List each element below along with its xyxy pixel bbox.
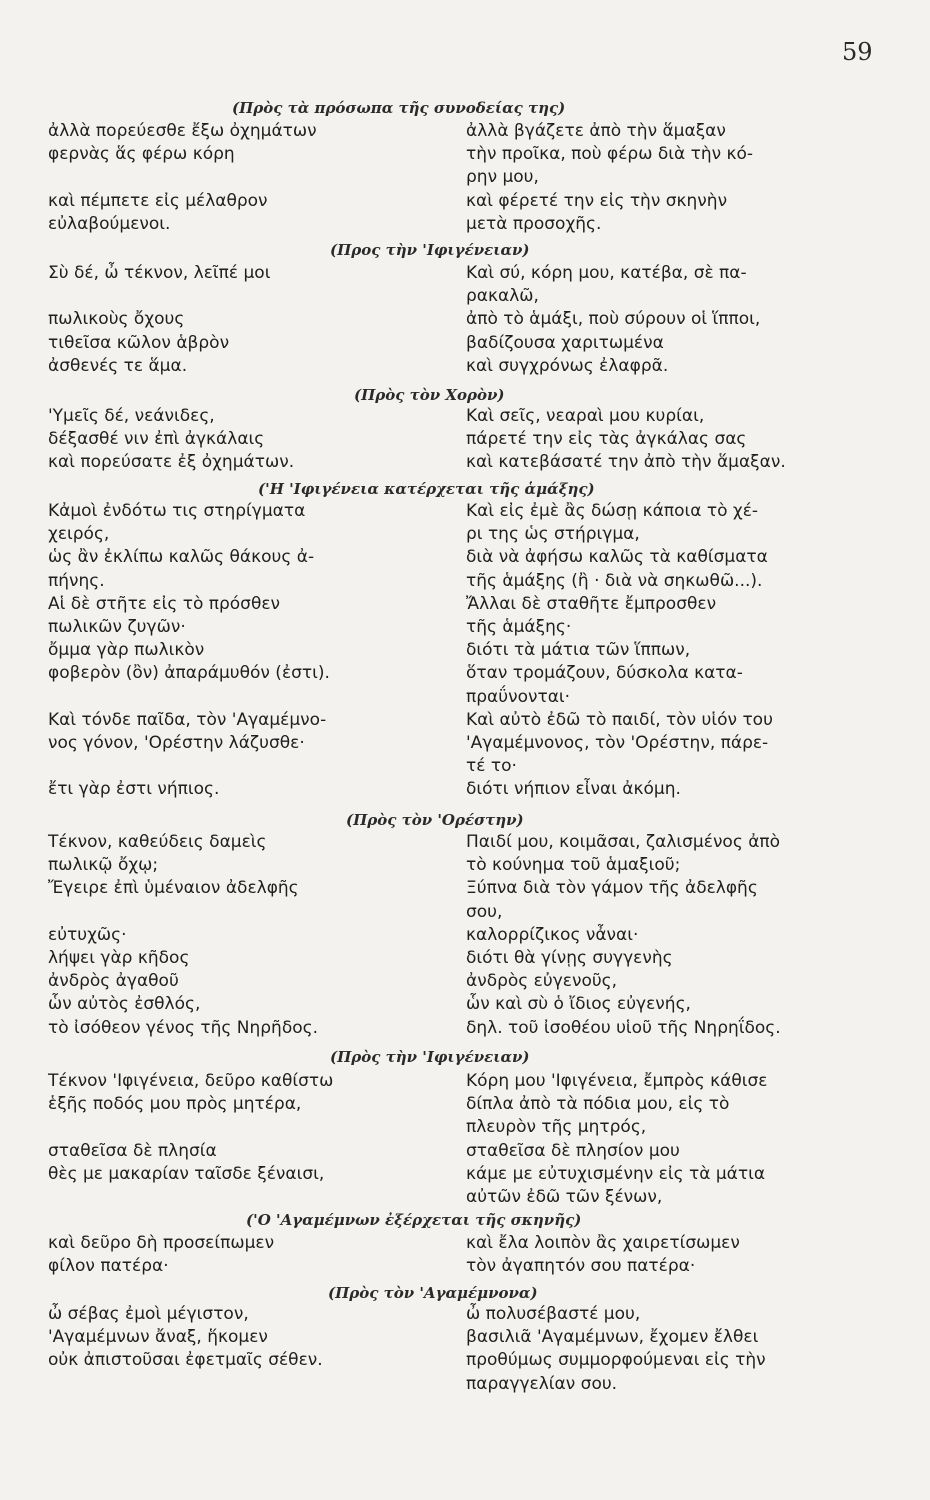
line: Τέκνον, καθεύδεις δαμεὶς	[48, 832, 267, 852]
line: εὐτυχῶς·	[48, 924, 127, 945]
line: φίλον πατέρα·	[48, 1256, 169, 1277]
stage-direction: ('Η 'Ιφιγένεια κατέρχεται τῆς ἁμάξης)	[258, 480, 595, 498]
stage-direction: (Πρὸς τὰ πρόσωπα τῆς συνοδείας της)	[232, 99, 566, 117]
line: ὦ πολυσέβαστέ μου,	[466, 1304, 641, 1324]
line: ὧν καὶ σὺ ὁ ἴδιος εὐγενής,	[466, 994, 691, 1015]
line: Καὶ εἰς ἐμὲ ἂς δώσῃ κάποια τὸ χέ-	[466, 501, 759, 521]
line: σου,	[466, 901, 503, 922]
line: ρακαλῶ,	[466, 286, 539, 307]
line: ρην μου,	[466, 167, 539, 188]
line: χειρός,	[48, 524, 110, 545]
stage-direction: (Πρὸς τὸν Χορὸν)	[354, 386, 505, 404]
line: πλευρὸν τῆς μητρός,	[466, 1117, 647, 1138]
line: ἀσθενές τε ἅμα.	[48, 355, 188, 376]
modern-translation	[466, 1232, 886, 1278]
line: καὶ πορεύσατε ἐξ ὀχημάτων.	[48, 452, 295, 473]
greek-original	[48, 262, 448, 378]
line: Καὶ αὐτὸ ἐδῶ τὸ παιδί, τὸν υἱόν του	[466, 709, 773, 730]
greek-original	[48, 1070, 448, 1186]
line: καὶ δεῦρο δὴ προσείπωμεν	[48, 1233, 275, 1253]
line: Καὶ σύ, κόρη μου, κατέβα, σὲ πα-	[466, 263, 747, 283]
line: τὸ ἰσόθεον γένος τῆς Νηρῆδος.	[48, 1017, 319, 1038]
line: βασιλιᾶ 'Αγαμέμνων, ἔχομεν ἔλθει	[466, 1327, 759, 1348]
line: τὸν ἀγαπητόν σου πατέρα·	[466, 1256, 696, 1277]
line: καὶ φέρετέ την εἰς τὴν σκηνὴν	[466, 190, 728, 211]
greek-original	[48, 1303, 448, 1373]
line: εὐλαβούμενοι.	[48, 213, 171, 234]
line: Ἄλλαι δὲ σταθῆτε ἔμπροσθεν	[466, 593, 717, 614]
line: Καὶ τόνδε παῖδα, τὸν 'Αγαμέμνο-	[48, 709, 327, 730]
line: πάρετέ την εἰς τὰς ἀγκάλας σας	[466, 429, 747, 450]
line	[48, 755, 448, 778]
greek-original	[48, 405, 448, 475]
line: τέ το·	[466, 756, 517, 777]
line: κάμε με εὐτυχισμένην εἰς τὰ μάτια	[466, 1163, 766, 1184]
line: Παιδί μου, κοιμᾶσαι, ζαλισμένος ἀπὸ	[466, 832, 781, 852]
line: Τέκνον 'Ιφιγένεια, δεῦρο καθίστω	[48, 1071, 334, 1091]
line: διότι νήπιον εἶναι ἀκόμη.	[466, 779, 681, 800]
line: τιθεῖσα κῶλον ἁβρὸν	[48, 332, 230, 353]
modern-translation	[466, 262, 886, 378]
line: πραΰνονται·	[466, 686, 571, 707]
line: νος γόνον, 'Ορέστην λάζυσθε·	[48, 733, 305, 754]
line: σταθεῖσα δὲ πλησία	[48, 1140, 217, 1161]
line: τῆς ἁμάξης (ἢ · διὰ νὰ σηκωθῶ...).	[466, 570, 763, 591]
line: καὶ συγχρόνως ἐλαφρᾶ.	[466, 355, 669, 376]
line: δίπλα ἀπὸ τὰ πόδια μου, εἰς τὸ	[466, 1094, 730, 1115]
line: διότι τὰ μάτια τῶν ἵππων,	[466, 640, 691, 661]
line: καὶ πέμπετε εἰς μέλαθρον	[48, 190, 268, 211]
stage-direction: ('Ο 'Αγαμέμνων ἐξέρχεται τῆς σκηνῆς)	[246, 1211, 582, 1229]
line: Ξύπνα διὰ τὸν γάμον τῆς ἀδελφῆς	[466, 878, 758, 899]
line: τὴν προῖκα, ποὺ φέρω διὰ τὴν κό-	[466, 144, 754, 165]
line: διὰ νὰ ἀφήσω καλῶς τὰ καθίσματα	[466, 547, 768, 568]
line: 'Υμεῖς δέ, νεάνιδες,	[48, 406, 215, 426]
line: καὶ κατεβάσατέ την ἀπὸ τὴν ἅμαξαν.	[466, 452, 786, 473]
line	[48, 166, 448, 189]
greek-original	[48, 500, 448, 802]
line	[48, 686, 448, 709]
modern-translation	[466, 500, 886, 802]
line: καὶ ἔλα λοιπὸν ἂς χαιρετίσωμεν	[466, 1233, 740, 1253]
modern-translation	[466, 1070, 886, 1209]
line: καλορρίζικος νἆναι·	[466, 924, 639, 945]
line: 'Αγαμέμνων ἄναξ, ἥκομεν	[48, 1327, 268, 1348]
line: ἔτι γὰρ ἐστι νήπιος.	[48, 779, 220, 800]
line: ἑξῆς ποδός μου πρὸς μητέρα,	[48, 1094, 302, 1115]
line: φερνὰς ἅς φέρω κόρη	[48, 144, 235, 165]
line	[48, 1116, 448, 1139]
line: τῆς ἁμάξης·	[466, 617, 572, 638]
line: προθύμως συμμορφούμεναι εἰς τὴν	[466, 1350, 766, 1371]
greek-original	[48, 831, 448, 1040]
line: πωλικῶν ζυγῶν·	[48, 617, 186, 638]
line: Σὺ δέ, ὦ τέκνον, λεῖπέ μοι	[48, 263, 271, 283]
line: διότι θὰ γίνῃς συγγενὴς	[466, 948, 673, 969]
line	[48, 901, 448, 924]
page-number: 59	[842, 38, 873, 66]
stage-direction: (Πρὸς τὸν 'Ορέστην)	[346, 811, 524, 829]
modern-translation	[466, 120, 886, 236]
line: πωλικοὺς ὄχους	[48, 309, 185, 330]
line: βαδίζουσα χαριτωμένα	[466, 332, 664, 353]
line: Ἔγειρε ἐπὶ ὑμέναιον ἀδελφῆς	[48, 878, 299, 899]
line: ἀλλὰ πορεύεσθε ἔξω ὀχημάτων	[48, 121, 317, 141]
modern-translation	[466, 1303, 886, 1396]
line: ὄμμα γὰρ πωλικὸν	[48, 640, 205, 661]
line: ἀλλὰ βγάζετε ἀπὸ τὴν ἅμαξαν	[466, 121, 726, 141]
line: τὸ κούνημα τοῦ ἁμαξιοῦ;	[466, 855, 681, 876]
line: ἀνδρὸς ἀγαθοῦ	[48, 971, 179, 992]
line: ἀνδρὸς εὐγενοῦς,	[466, 971, 618, 992]
stage-direction: (Πρὸς τὸν 'Αγαμέμνονα)	[328, 1284, 538, 1302]
line: Αἱ δὲ στῆτε εἰς τὸ πρόσθεν	[48, 593, 281, 614]
line: σταθεῖσα δὲ πλησίον μου	[466, 1140, 680, 1161]
modern-translation	[466, 831, 886, 1040]
line: Καὶ σεῖς, νεαραὶ μου κυρίαι,	[466, 406, 705, 426]
line: μετὰ προσοχῆς.	[466, 213, 602, 234]
line: θὲς με μακαρίαν ταῖσδε ξέναισι,	[48, 1163, 325, 1184]
line: πωλικῷ ὄχῳ;	[48, 855, 159, 876]
line: ρι της ὡς στήριγμα,	[466, 524, 640, 545]
line: 'Αγαμέμνονος, τὸν 'Ορέστην, πάρε-	[466, 733, 769, 754]
line: Κόρη μου 'Ιφιγένεια, ἔμπρὸς κάθισε	[466, 1071, 768, 1091]
line: αὐτῶν ἐδῶ τῶν ξένων,	[466, 1187, 663, 1208]
line: ὦ σέβας ἐμοὶ μέγιστον,	[48, 1304, 249, 1324]
line: πήνης.	[48, 570, 105, 591]
line: ὧν αὐτὸς ἐσθλός,	[48, 994, 201, 1015]
stage-direction: (Προς τὴν 'Ιφιγένειαν)	[330, 241, 530, 259]
line: δηλ. τοῦ ἰσοθέου υἱοῦ τῆς Νηρηΐδος.	[466, 1017, 781, 1038]
line: ὡς ἂν ἐκλίπω καλῶς θάκους ἀ-	[48, 547, 315, 568]
line: λήψει γὰρ κῆδος	[48, 948, 190, 969]
line: οὐκ ἀπιστοῦσαι ἐφετμαῖς σέθεν.	[48, 1350, 323, 1371]
line: Κἀμοὶ ἐνδότω τις στηρίγματα	[48, 501, 306, 521]
greek-original	[48, 120, 448, 236]
modern-translation	[466, 405, 886, 475]
line: δέξασθέ νιν ἐπὶ ἀγκάλαις	[48, 429, 265, 450]
line: παραγγελίαν σου.	[466, 1373, 618, 1394]
greek-original	[48, 1232, 448, 1278]
line: ὅταν τρομάζουν, δύσκολα κατα-	[466, 663, 743, 684]
line	[48, 285, 448, 308]
line: ἀπὸ τὸ ἁμάξι, ποὺ σύρουν οἱ ἵπποι,	[466, 309, 761, 330]
line: φοβερὸν (ὂν) ἀπαράμυθόν (ἐστι).	[48, 663, 330, 684]
stage-direction: (Πρὸς τὴν 'Ιφιγένειαν)	[330, 1048, 530, 1066]
